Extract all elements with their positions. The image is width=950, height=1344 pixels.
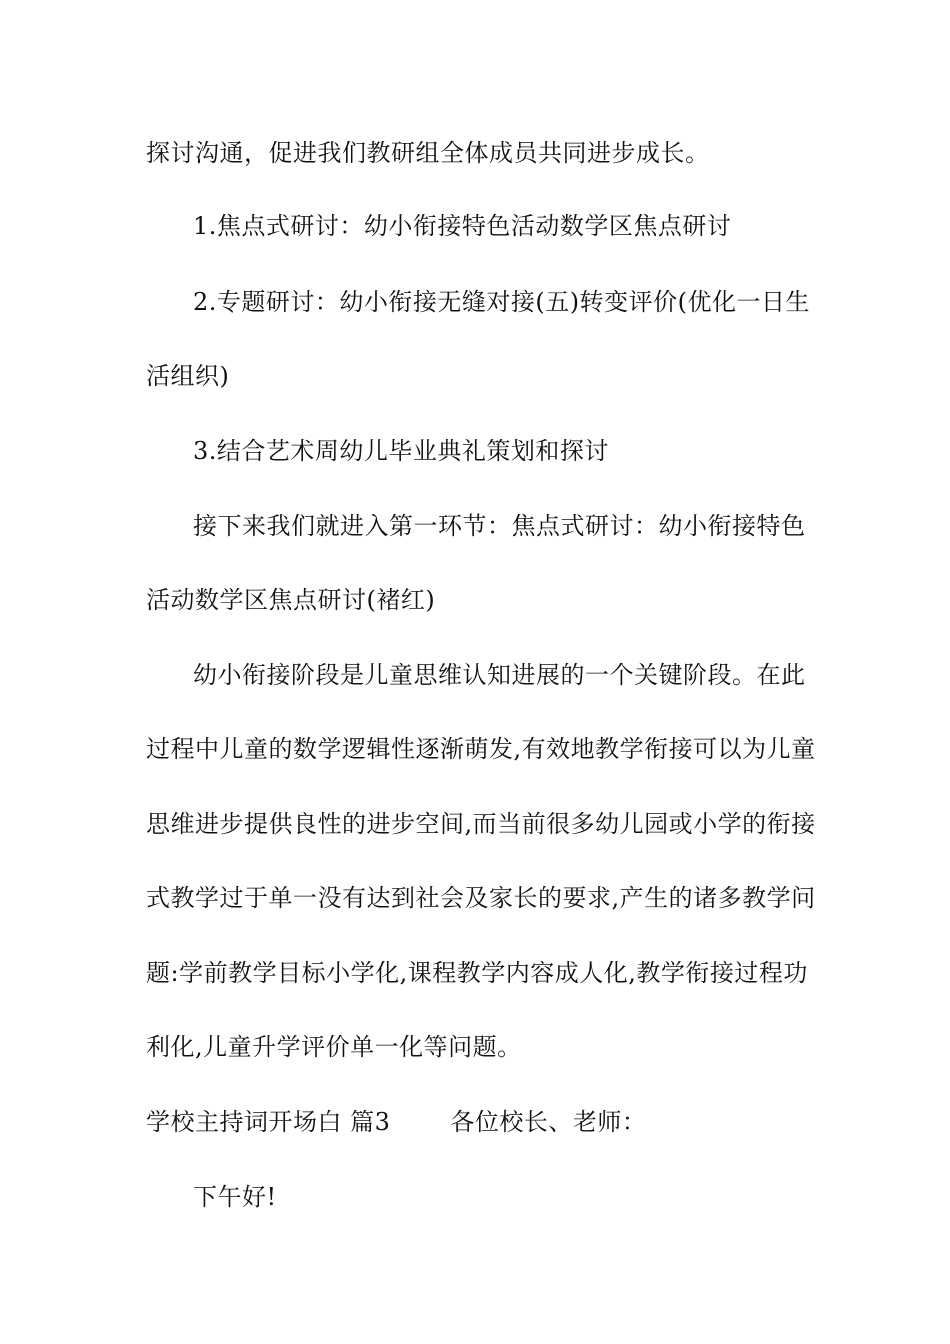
- closing-line: 下午好!: [193, 1183, 277, 1211]
- paragraph-line: 探讨沟通，促进我们教研组全体成员共同进步成长。: [146, 139, 710, 167]
- list-item: 3.结合艺术周幼儿毕业典礼策划和探讨: [193, 437, 609, 465]
- paragraph-line: 题:学前教学目标小学化,课程教学内容成人化,教学衔接过程功: [146, 959, 808, 987]
- paragraph-line: 利化,儿童升学评价单一化等问题。: [146, 1033, 522, 1061]
- section-title: 学校主持词开场白 篇3: [146, 1108, 391, 1136]
- paragraph-line: 式教学过于单一没有达到社会及家长的要求,产生的诸多教学问: [146, 884, 816, 912]
- paragraph-line: 思维进步提供良性的进步空间,而当前很多幼儿园或小学的衔接: [146, 810, 816, 838]
- section-heading-line: [146, 1107, 826, 1137]
- paragraph-line: 过程中儿童的数学逻辑性逐渐萌发,有效地教学衔接可以为儿童: [146, 735, 816, 763]
- paragraph-line: 活动数学区焦点研讨(褚红): [146, 586, 436, 614]
- greeting: 各位校长、老师：: [450, 1108, 647, 1136]
- paragraph-line: 幼小衔接阶段是儿童思维认知进展的一个关键阶段。在此: [193, 661, 806, 689]
- paragraph-line: 活组织): [146, 362, 230, 390]
- paragraph-line: 接下来我们就进入第一环节：焦点式研讨：幼小衔接特色: [193, 512, 806, 540]
- list-item: 2.专题研讨：幼小衔接无缝对接(五)转变评价(优化一日生: [193, 288, 810, 316]
- list-item: 1.焦点式研讨：幼小衔接特色活动数学区焦点研讨: [193, 212, 732, 240]
